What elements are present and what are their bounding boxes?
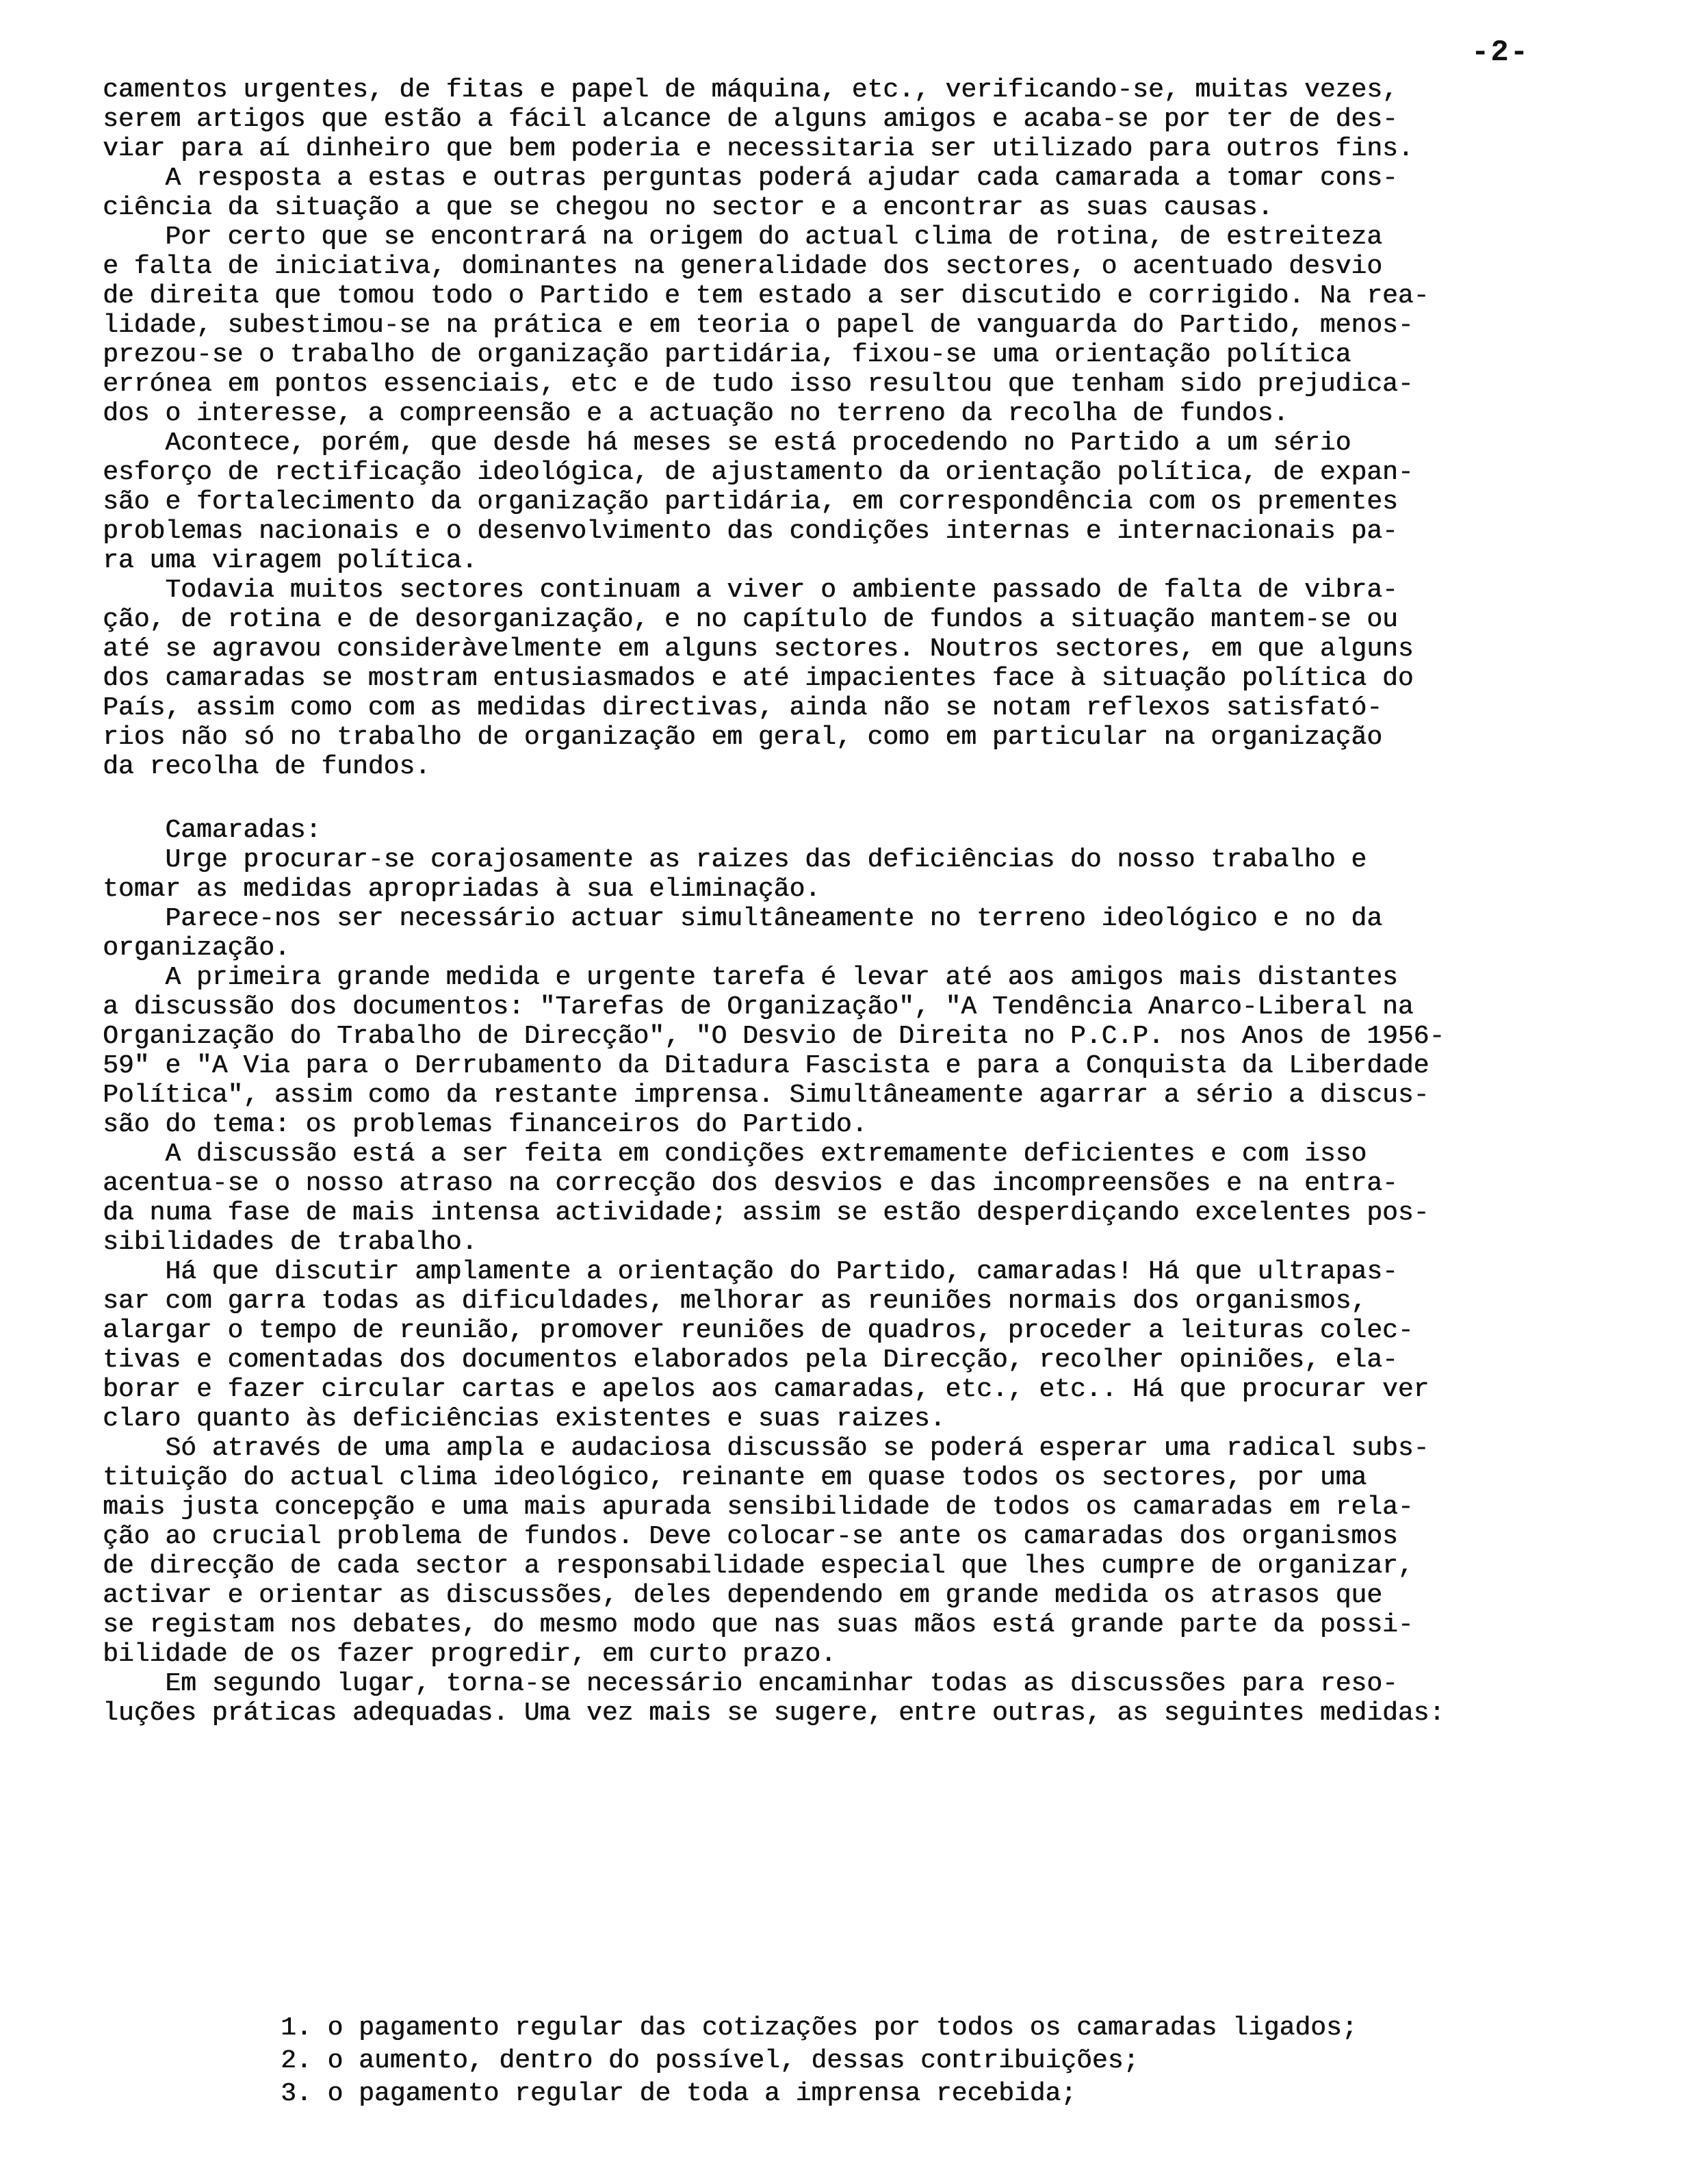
measures-list — [281, 2012, 1581, 2110]
text-line: Organização do Trabalho de Direcção", "O Desvio de Direita no P.C.P. nos Anos de 1956- — [103, 1022, 1445, 1051]
text-line: A discussão está a ser feita em condições extremamente deficientes e com isso — [103, 1139, 1367, 1169]
page-number: -2- — [1471, 36, 1530, 70]
text-line: lidade, subestimou-se na prática e em teoria o papel de vanguarda do Partido, menos- — [103, 311, 1414, 340]
text-line: Todavia muitos sectores continuam a viver o ambiente passado de falta de vibra- — [103, 576, 1398, 605]
text-line: dos o interesse, a compreensão e a actuação no terreno da recolha de fundos. — [103, 399, 1289, 428]
text-line: A primeira grande medida e urgente tarefa é levar até aos amigos mais distantes — [103, 963, 1398, 992]
text-line: Só através de uma ampla e audaciosa discussão se poderá esperar uma radical subs- — [103, 1434, 1429, 1463]
text-line: da recolha de fundos. — [103, 752, 430, 782]
text-line: País, assim como com as medidas directivas, ainda não se notam reflexos satisfató- — [103, 693, 1382, 723]
text-line: ciência da situação a que se chegou no sector e a encontrar as suas causas. — [103, 193, 1273, 222]
text-line: esforço de rectificação ideológica, de ajustamento da orientação política, de expan- — [103, 458, 1414, 487]
text-line: tivas e comentadas dos documentos elaborados pela Direcção, recolher opiniões, ela- — [103, 1345, 1398, 1375]
text-line: sar com garra todas as dificuldades, melhorar as reuniões normais dos organismos, — [103, 1287, 1367, 1316]
text-line: ção, de rotina e de desorganização, e no capítulo de fundos a situação mantem-se ou — [103, 605, 1398, 634]
text-line: sibilidades de trabalho. — [103, 1228, 478, 1257]
text-line: da numa fase de mais intensa actividade; assim se estão desperdiçando excelentes pos- — [103, 1198, 1429, 1228]
text-line: dos camaradas se mostram entusiasmados e até impacientes face à situação política do — [103, 664, 1414, 693]
text-line: activar e orientar as discussões, deles dependendo em grande medida os atrasos que — [103, 1581, 1382, 1610]
text-line: mais justa concepção e uma mais apurada sensibilidade de todos os camaradas em rela- — [103, 1493, 1414, 1522]
text-line: são do tema: os problemas financeiros do Partido. — [103, 1110, 868, 1139]
text-line: a discussão dos documentos: "Tarefas de Organização", "A Tendência Anarco-Liberal na — [103, 992, 1414, 1022]
text-line: Em segundo lugar, torna-se necessário encaminhar todas as discussões para reso- — [103, 1669, 1398, 1699]
text-line: organização. — [103, 933, 290, 963]
text-line: ção ao crucial problema de fundos. Deve colocar-se ante os camaradas dos organismos — [103, 1522, 1398, 1551]
text-line: de direita que tomou todo o Partido e tem estado a ser discutido e corrigido. Na rea- — [103, 281, 1429, 311]
text-line: errónea em pontos essenciais, etc e de tudo isso resultou que tenham sido prejudica- — [103, 370, 1414, 399]
text-line: bilidade de os fazer progredir, em curto prazo. — [103, 1640, 836, 1669]
text-line: tomar as medidas apropriadas à sua eliminação. — [103, 875, 820, 904]
body-text — [103, 75, 1663, 1728]
list-item: 1. o pagamento regular das cotizações por todos os camaradas ligados; — [281, 2013, 1358, 2043]
blank-line — [103, 782, 1663, 816]
text-line: ra uma viragem política. — [103, 546, 478, 576]
text-line: Acontece, porém, que desde há meses se está procedendo no Partido a um sério — [103, 428, 1351, 458]
text-line: Há que discutir amplamente a orientação do Partido, camaradas! Há que ultrapas- — [103, 1257, 1398, 1287]
text-line: rios não só no trabalho de organização em geral, como em particular na organização — [103, 723, 1382, 752]
text-line: tituição do actual clima ideológico, reinante em quase todos os sectores, por uma — [103, 1463, 1367, 1493]
text-line: prezou-se o trabalho de organização partidária, fixou-se uma orientação política — [103, 340, 1351, 370]
text-line: 59" e "A Via para o Derrubamento da Ditadura Fascista e para a Conquista da Liberdade — [103, 1051, 1429, 1081]
text-line: serem artigos que estão a fácil alcance de alguns amigos e acaba-se por ter de des- — [103, 105, 1398, 134]
text-line: até se agravou consideràvelmente em alguns sectores. Noutros sectores, em que alguns — [103, 634, 1414, 664]
text-line: A resposta a estas e outras perguntas poderá ajudar cada camarada a tomar cons- — [103, 164, 1398, 193]
text-line: borar e fazer circular cartas e apelos aos camaradas, etc., etc.. Há que procurar ver — [103, 1375, 1429, 1404]
text-line: são e fortalecimento da organização partidária, em correspondência com os prementes — [103, 487, 1398, 517]
text-line: e falta de iniciativa, dominantes na generalidade dos sectores, o acentuado desvio — [103, 252, 1382, 281]
text-line: luções práticas adequadas. Uma vez mais se sugere, entre outras, as seguintes medidas: — [103, 1699, 1445, 1728]
text-line: se registam nos debates, do mesmo modo que nas suas mãos está grande parte da possi- — [103, 1610, 1414, 1640]
text-line: de direcção de cada sector a responsabilidade especial que lhes cumpre de organizar, — [103, 1551, 1414, 1581]
text-line: Camaradas: — [103, 816, 322, 845]
text-line: Por certo que se encontrará na origem do actual clima de rotina, de estreiteza — [103, 222, 1382, 252]
text-line: Política", assim como da restante imprensa. Simultâneamente agarrar a sério a discus- — [103, 1081, 1429, 1110]
text-line: Urge procurar-se corajosamente as raizes das deficiências do nosso trabalho e — [103, 845, 1367, 875]
list-item: 2. o aumento, dentro do possível, dessas contribuições; — [281, 2046, 1139, 2076]
text-line: claro quanto às deficiências existentes e suas raizes. — [103, 1404, 946, 1434]
text-line: alargar o tempo de reunião, promover reuniões de quadros, proceder a leituras colec- — [103, 1316, 1414, 1345]
text-line: acentua-se o nosso atraso na correcção dos desvios e das incompreensões e na entra- — [103, 1169, 1398, 1198]
text-line: Parece-nos ser necessário actuar simultâneamente no terreno ideológico e no da — [103, 904, 1382, 933]
text-line: viar para aí dinheiro que bem poderia e necessitaria ser utilizado para outros fins. — [103, 134, 1414, 164]
text-line: problemas nacionais e o desenvolvimento das condições internas e internacionais pa- — [103, 517, 1398, 546]
list-item: 3. o pagamento regular de toda a imprensa recebida; — [281, 2079, 1076, 2108]
text-line: camentos urgentes, de fitas e papel de máquina, etc., verificando-se, muitas vezes, — [103, 75, 1398, 105]
